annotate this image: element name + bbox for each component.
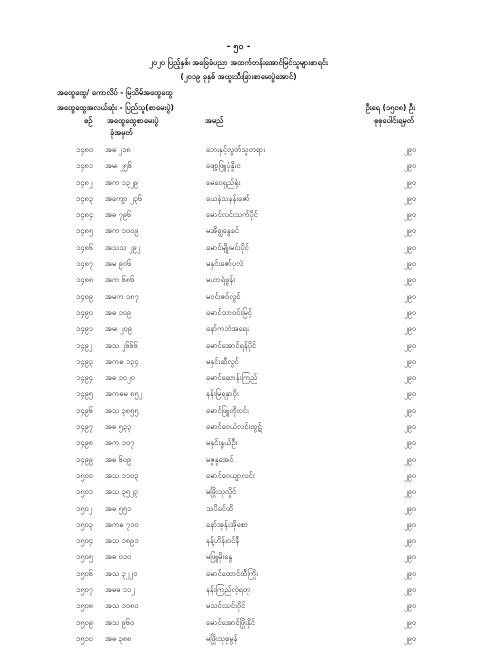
row-serial: ၁၅၀၇	[76, 585, 93, 595]
row-exam-code: အကျော ၂၃၆	[105, 193, 143, 203]
row-exam-code: အဓ ၀၁၀	[105, 552, 132, 562]
table-row	[0, 438, 477, 454]
table-row	[0, 292, 477, 308]
row-name: ဖျော့ဖြူပုံနှိုးဝ	[206, 161, 241, 171]
row-serial: ၁၅၀၆	[76, 568, 93, 578]
row-serial: ၁၅၀၄	[76, 536, 93, 546]
table-row	[0, 422, 477, 438]
row-serial: ၁၄၈၂	[76, 177, 93, 187]
results-list	[0, 145, 477, 650]
row-serial: ၁၄၉၆	[76, 405, 93, 415]
row-exam-code: အကဓ ၁၃၄	[105, 356, 139, 366]
row-exam-code: အဓ ၅၅၁	[105, 503, 132, 513]
row-name: မေဝေရှည်ရုံး	[206, 177, 241, 187]
row-exam-code: အဓ ၃၈၈	[105, 633, 132, 643]
row-score: ၂၉၀	[404, 389, 417, 399]
table-row	[0, 634, 477, 650]
row-serial: ၁၄၉၁	[76, 324, 93, 334]
row-score: ၂၉၀	[404, 585, 417, 595]
row-score: ၂၉၀	[404, 145, 417, 154]
row-name: မောင်ဝေယံလင်းထွဋ်	[206, 422, 262, 432]
row-serial: ၁၄၉၀	[76, 307, 93, 317]
row-score: ၂၉၀	[404, 552, 417, 562]
row-exam-code: အမက ၁၈၇	[105, 291, 139, 301]
row-name: မဝင်းဇဝ်လွင်	[206, 291, 241, 301]
row-serial: ၁၄၉၇	[76, 422, 93, 432]
table-row	[0, 226, 477, 242]
row-serial: ၁၄၉၈	[76, 438, 93, 448]
row-name: နန့်ဟိန်းဝင်နီ	[206, 536, 240, 546]
row-score: ၂၉၀	[404, 601, 417, 611]
row-serial: ၁၄၉၄	[76, 373, 93, 383]
row-name: မအိချွနွေခင်	[206, 226, 240, 236]
row-name: မောင်ဆောန်းကြည်	[206, 373, 258, 383]
header-roll-number: ခုံအမှတ်	[110, 128, 133, 137]
page-number: - ၅၀ -	[226, 42, 251, 52]
row-name: မဖြိုးသုလှိုင်	[206, 487, 237, 497]
row-score: ၂၉၀	[404, 340, 417, 350]
row-name: မဖြူမိုးနွေ	[206, 552, 233, 562]
row-score: ၂၉၀	[404, 519, 417, 529]
table-row	[0, 471, 477, 487]
row-score: ၂၉၀	[404, 373, 417, 383]
row-name: မောင်အောင်ဖြိုးနိုင်	[206, 617, 255, 627]
row-score: ၂၉၀	[404, 568, 417, 578]
table-row	[0, 275, 477, 291]
total-count: ဦးရေ (၁၅၀၈) ဦး	[365, 103, 415, 112]
table-row	[0, 259, 477, 275]
row-name: မောင်ထောင်ထီကြိုး	[206, 568, 258, 578]
row-name: မောင်အောင်ရန်ပိုင်	[206, 340, 257, 350]
row-score: ၂၉၀	[404, 307, 417, 317]
row-name: နော်အုန်းအိုစော	[206, 519, 248, 529]
table-row	[0, 341, 477, 357]
row-exam-code: အက ၁၀၀၉	[105, 226, 139, 236]
row-exam-code: အကဓ ၇၁၀	[105, 519, 139, 529]
row-exam-code: အမ၊ ၂၅၆	[105, 161, 132, 171]
header-exam-code: အထွေထွေစာမေးပွဲ	[107, 116, 159, 125]
row-score: ၂၉၀	[404, 633, 417, 643]
row-score: ၂၉၀	[404, 536, 417, 546]
table-row	[0, 194, 477, 210]
row-score: ၂၉၀	[404, 177, 417, 187]
row-score: ၂၉၀	[404, 324, 417, 334]
row-name: မောင်ဝေယျာလင်း	[206, 470, 255, 480]
row-score: ၂၉၀	[404, 422, 417, 432]
row-score: ၂၉၀	[404, 454, 417, 464]
row-score: ၂၉၀	[404, 242, 417, 252]
row-name: မောင်ဖြူတိုးဝင်း	[206, 405, 249, 415]
row-score: ၂၉၀	[404, 470, 417, 480]
row-serial: ၁၄၈၃	[76, 193, 93, 203]
row-name: မောင်မျိုးမင်းပိုင်	[206, 242, 249, 252]
row-score: ၂၉၀	[404, 161, 417, 171]
row-name: နန်းကြည်လဲ့ရတု	[206, 585, 251, 595]
row-name: ယေနဲသနန်းဇော်	[206, 193, 250, 203]
row-serial: ၁၄၉၂	[76, 340, 93, 350]
row-name: မောင်သာဝင်းမြင့်	[206, 307, 252, 317]
table-row	[0, 536, 477, 552]
table-row	[0, 243, 477, 259]
row-score: ၂၉၀	[404, 291, 417, 301]
row-score: ၂၉၀	[404, 210, 417, 220]
table-row	[0, 601, 477, 617]
row-exam-code: အမ၊ ၂၀၉	[105, 324, 132, 334]
row-score: ၂၉၀	[404, 275, 417, 285]
row-serial: ၁၄၈၆	[76, 242, 93, 252]
row-exam-code: အဓ ၅၃၃	[105, 422, 132, 432]
table-row	[0, 145, 477, 161]
table-row	[0, 585, 477, 601]
table-row	[0, 618, 477, 634]
row-exam-code: အမ ၉၀၆	[105, 259, 132, 269]
row-exam-code: အဓ ၂၁၈	[105, 145, 131, 154]
table-row	[0, 357, 477, 373]
row-serial: ၁၄၈၀	[76, 145, 93, 154]
table-row	[0, 520, 477, 536]
table-row	[0, 324, 477, 340]
row-name: မဇူနူအေင်	[206, 454, 234, 464]
row-serial: ၁၄၈၅	[76, 226, 93, 236]
row-exam-code: အဓ ၇၉၆	[105, 210, 132, 220]
row-name: မဖြိုးသုစုမွန်	[206, 633, 238, 643]
table-row	[0, 552, 477, 568]
table-row	[0, 487, 477, 503]
row-serial: ၁၄၉၉	[76, 454, 93, 464]
row-exam-code: အဓဓ ၁၁၂	[105, 585, 135, 595]
row-serial: ၁၅၀၃	[76, 519, 93, 529]
row-exam-code: အက ၁၃၂၉	[105, 177, 138, 187]
row-serial: ၁၅၀၀	[76, 470, 93, 480]
row-name: မနှင်းနွယ်ဦး	[206, 438, 238, 448]
row-exam-code: အဓ ၁၀၂၀	[105, 373, 135, 383]
row-score: ၂၉၀	[404, 356, 417, 366]
row-name: မဟာရဲဖွန်း	[206, 275, 236, 285]
row-name: မသင်းသင်းဝိုင်	[206, 601, 246, 611]
row-exam-code: အသ ၃၂၂၀	[105, 568, 138, 578]
row-serial: ၁၄၈၈	[76, 275, 94, 285]
row-exam-code: အဓ ၆၀၉	[105, 454, 132, 464]
table-row	[0, 178, 477, 194]
table-row	[0, 161, 477, 177]
row-score: ၂၉၀	[404, 487, 417, 497]
row-score: ၂၉၀	[404, 405, 417, 415]
row-serial: ၁၅၀၈	[76, 601, 93, 611]
row-exam-code: အက ၁၀၇	[105, 438, 135, 448]
row-score: ၂၉၀	[404, 226, 417, 236]
row-serial: ၁၅၀၂	[76, 503, 93, 513]
table-row	[0, 406, 477, 422]
row-score: ၂၉၀	[404, 438, 417, 448]
department-label: အထွေထွေ/ ကောလိပ် - မြသိမ်အထွေထွေ	[57, 88, 173, 97]
row-exam-code: အသ ၁၈၉၁	[105, 536, 139, 546]
region-label: အထွေထွေအလယ်ဆုံး - ပြည်သူ(စာမေးပွဲ)	[57, 103, 174, 112]
row-serial: ၁၄၉၅	[76, 389, 93, 399]
row-score: ၂၉၀	[404, 193, 417, 203]
row-name: မောင်လင်းသက်ပိုင်	[206, 210, 258, 220]
row-score: ၂၉၀	[404, 259, 417, 269]
table-row	[0, 455, 477, 471]
row-name: မနှင်းဇော်ပုလဲ	[206, 259, 244, 269]
row-serial: ၁၅၀၉	[76, 617, 93, 627]
row-serial: ၁၄၈၄	[76, 210, 93, 220]
row-serial: ၁၅၀၁	[76, 487, 93, 497]
row-name: နော်ကဘဲအရေး	[206, 324, 249, 334]
row-score: ၂၉၀	[404, 617, 417, 627]
table-row	[0, 504, 477, 520]
row-exam-code: အက ၆၈၆	[105, 275, 135, 285]
document-subtitle: (၂၀၁၉ ခုနှစ် အထူးသီးခြားစာမေးပွဲအောင်)	[180, 72, 297, 81]
row-serial: ၁၄၉၃	[76, 356, 93, 366]
row-serial: ၁၄၈၇	[76, 259, 93, 269]
row-name: မနှင်းဆီလွင်	[206, 356, 239, 366]
row-serial: ၁၅၁၀	[76, 633, 93, 643]
row-name: ဘေးနှင့်လွတ်သူတရား	[206, 145, 266, 154]
row-exam-code: အသ ၁၁၀၃	[105, 470, 139, 480]
table-row	[0, 373, 477, 389]
table-row	[0, 389, 477, 405]
row-serial: ၁၅၀၅	[76, 552, 93, 562]
row-score: ၂၉၀	[404, 503, 417, 513]
row-exam-code: အသ ၃၅၂၃	[105, 487, 138, 497]
table-row	[0, 569, 477, 585]
table-row	[0, 210, 477, 226]
row-exam-code: အသ ၉၆၀	[105, 617, 135, 627]
header-name: အမည်	[205, 116, 224, 125]
table-row	[0, 308, 477, 324]
header-serial: စဉ်	[84, 116, 93, 125]
document-title: ၂၀၂၀ ပြည့်နှစ်၊ အခြေခံပညာ အထက်တန်းအောင်မြင်သူများစာရင်း	[149, 58, 328, 67]
row-exam-code: အကဓမ ၈၅၂	[105, 389, 143, 399]
row-exam-code: အဓ ၁၀၉	[105, 307, 132, 317]
row-exam-code: အသသ ၂၉၂	[105, 242, 141, 252]
row-exam-code: အသ ၃၈၅၅	[105, 405, 139, 415]
row-exam-code: အသ ၁၀၈၀	[105, 601, 139, 611]
row-serial: ၁၄၈၉	[76, 291, 93, 301]
row-name: သပိခင်ထိ	[206, 503, 234, 513]
row-serial: ၁၄၈၁	[76, 161, 93, 171]
header-score: စုစုပေါင်းရမှတ်	[373, 116, 414, 125]
row-exam-code: အသ ၂၆၆၆	[105, 340, 138, 350]
row-name: နန်းမြရနှာဝိုး	[206, 389, 239, 399]
